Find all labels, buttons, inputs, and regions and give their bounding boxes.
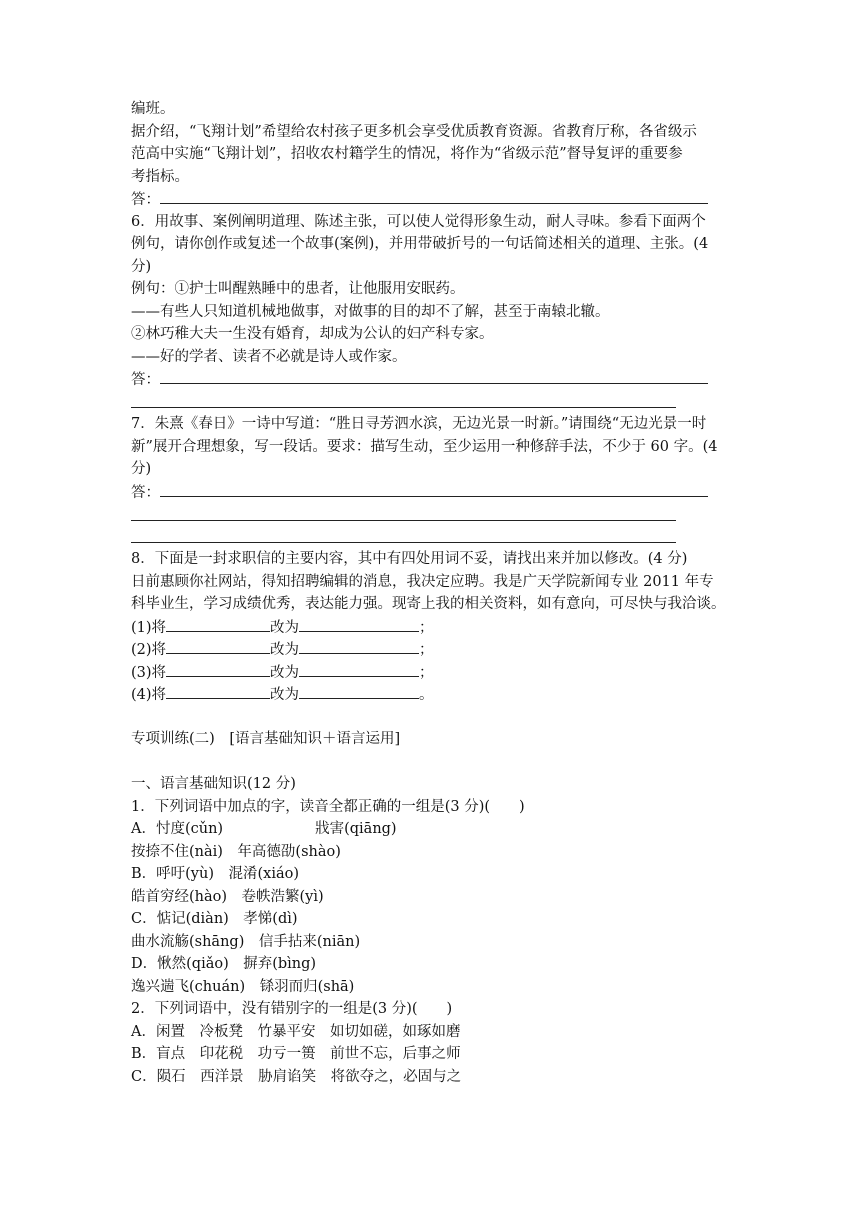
fill-item: (2)将 改为 ； xyxy=(131,638,731,661)
text-line: 科毕业生，学习成绩优秀，表达能力强。现寄上我的相关资料，如有意向，可尽快与我洽谈。 xyxy=(131,596,726,612)
answer-rule xyxy=(131,391,731,414)
text-line: 考指标。 xyxy=(131,168,189,185)
text-line: 例句，请你创作或复述一个故事(案例)，并用带破折号的一句话简述相关的道理、主张。(4 xyxy=(131,236,709,252)
text-line: 新”展开合理想象，写一段话。要求：描写生动，至少运用一种修辞手法，不少于 60 字。(4 xyxy=(131,438,718,455)
option-text: 皓首穷经(hào) 卷帙浩繁(yì) xyxy=(131,888,324,905)
fill-blank[interactable] xyxy=(299,638,419,654)
fill-item: (1)将 改为 ； xyxy=(131,616,731,639)
option-c: C．陨石 西洋景 胁肩谄笑 将欲夺之，必固与之 xyxy=(131,1068,462,1085)
text-line: ——好的学者、读者不必就是诗人或作家。 xyxy=(131,348,407,365)
part-heading: 一、语言基础知识(12 分) xyxy=(131,776,296,792)
answer-rule xyxy=(131,526,731,549)
text-line: 编班。 xyxy=(131,101,175,117)
fill-blank[interactable] xyxy=(299,616,419,632)
text-line: 日前惠顾你社网站，得知招聘编辑的消息，我决定应聘。我是广天学院新闻专业 2011 年专 xyxy=(131,573,714,590)
answer-label: 答： xyxy=(131,372,160,388)
option-b: B．盲点 印花税 功亏一篑 前世不忘，后事之师 xyxy=(131,1046,461,1062)
answer-line xyxy=(131,368,731,391)
question-8-stem: 8．下面是一封求职信的主要内容，其中有四处用词不妥，请找出来并加以修改。(4 分) xyxy=(131,551,688,567)
fill-blank[interactable] xyxy=(299,683,419,699)
question-1-stem: 1．下列词语中加点的字，读音全都正确的一组是(3 分)( ) xyxy=(131,798,525,815)
fill-blank[interactable] xyxy=(166,661,270,677)
text-line: 分) xyxy=(131,258,152,275)
section-title: 专项训练(二) [语言基础知识＋语言运用] xyxy=(131,731,401,747)
text-line: 据介绍，“飞翔计划”希望给农村孩子更多机会享受优质教育资源。省教育厅称，各省级示 xyxy=(131,123,697,140)
option-d: D．愀然(qiǎo) 摒弃(bìng) xyxy=(131,956,317,972)
text-line: 例句：①护士叫醒熟睡中的患者，让他服用安眠药。 xyxy=(131,281,465,297)
fill-item: (3)将 改为 ； xyxy=(131,661,731,684)
text-line: 分) xyxy=(131,461,152,477)
text-line: 范高中实施“飞翔计划”，招收农村籍学生的情况，将作为“省级示范”督导复评的重要参 xyxy=(131,146,683,162)
fill-blank[interactable] xyxy=(166,616,270,632)
answer-blank xyxy=(160,368,708,384)
option-b: B．呼吁(yù) 混淆(xiáo) xyxy=(131,866,300,882)
answer-rule xyxy=(131,503,731,526)
fill-blank[interactable] xyxy=(166,638,270,654)
answer-line xyxy=(131,188,731,211)
fill-blank[interactable] xyxy=(166,683,270,699)
text-line: ②林巧稚大夫一生没有婚育，却成为公认的妇产科专家。 xyxy=(131,326,494,342)
fill-item: (4)将 改为 。 xyxy=(131,683,731,706)
answer-label: 答： xyxy=(131,484,160,501)
answer-blank xyxy=(160,188,708,204)
document-page xyxy=(131,98,731,1088)
option-a: A．闲置 冷板凳 竹暴平安 如切如磋，如琢如磨 xyxy=(131,1023,461,1040)
option-c: C．惦记(diàn) 孝悌(dì) xyxy=(131,911,298,927)
question-2-stem: 2．下列词语中，没有错别字的一组是(3 分)( ) xyxy=(131,1001,453,1017)
option-text: 按捺不住(nài) 年高德劭(shào) xyxy=(131,843,341,860)
fill-blank[interactable] xyxy=(299,661,419,677)
text-line: ——有些人只知道机械地做事，对做事的目的却不了解，甚至于南辕北辙。 xyxy=(131,303,610,320)
question-6-stem: 6．用故事、案例阐明道理、陈述主张，可以使人觉得形象生动，耐人寻味。参看下面两个 xyxy=(131,213,706,230)
option-text: 曲水流觞(shāng) 信手拈来(niān) xyxy=(131,933,361,950)
answer-blank xyxy=(160,481,708,497)
option-a: A．忖度(cǔn) 戕害(qiāng) xyxy=(131,821,397,837)
answer-line xyxy=(131,481,731,504)
option-text: 逸兴遄飞(chuán) 铩羽而归(shā) xyxy=(131,978,355,995)
question-7-stem: 7．朱熹《春日》一诗中写道：“胜日寻芳泗水滨，无边光景一时新。”请围绕“无边光景一时 xyxy=(131,416,707,432)
answer-label: 答： xyxy=(131,192,160,208)
